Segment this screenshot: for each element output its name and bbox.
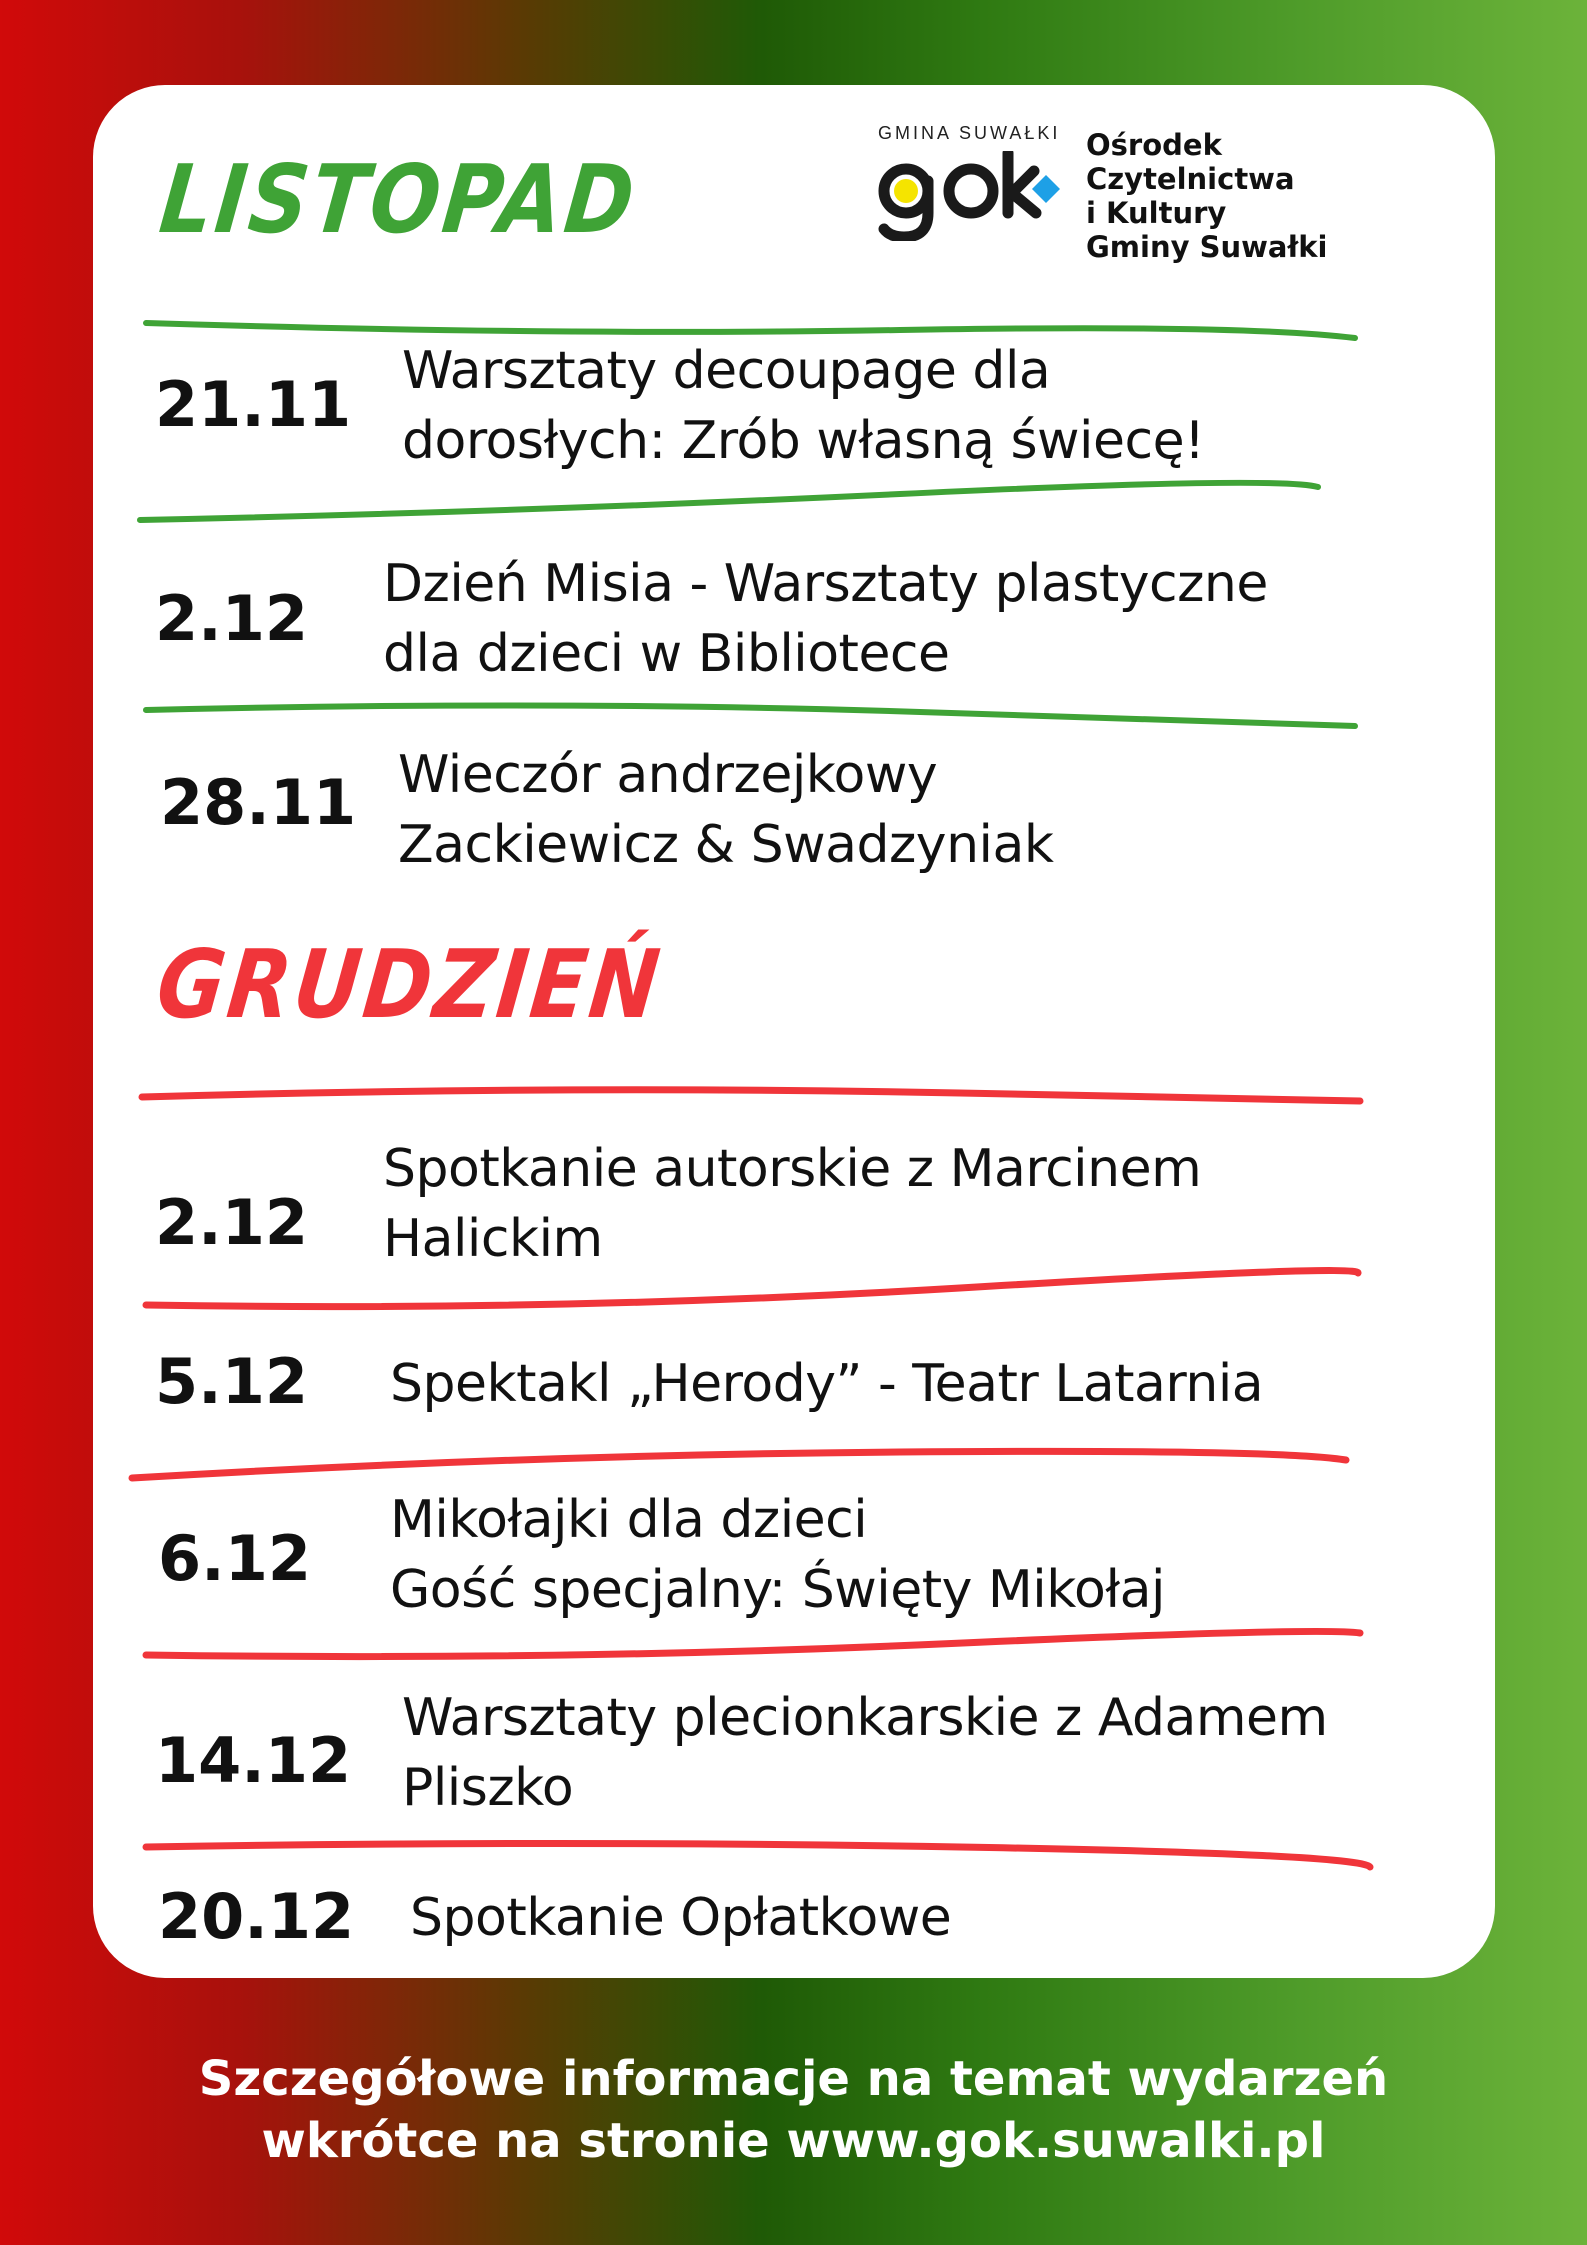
event-date: 2.12	[155, 582, 308, 655]
event-title: Spektakl „Herody” - Teatr Latarnia	[390, 1354, 1264, 1414]
logo-org-name: Ośrodek Czytelnictwa i Kultury Gminy Suwałki	[1086, 128, 1328, 264]
event-date: 14.12	[155, 1724, 352, 1797]
heading-listopad: LISTOPAD	[155, 145, 643, 255]
event-date: 5.12	[155, 1345, 308, 1418]
event-title: Spotkanie autorskie z Marcinem Halickim	[383, 1139, 1202, 1269]
event-title: Warsztaty plecionkarskie z Adamem Pliszko	[402, 1688, 1328, 1818]
event-date: 20.12	[158, 1880, 355, 1953]
footer-info	[0, 2048, 1587, 2172]
event-title: Mikołajki dla dzieci Gość specjalny: Święty Mikołaj	[390, 1490, 1165, 1620]
event-title: Dzień Misia - Warsztaty plastyczne dla dzieci w Bibliotece	[383, 554, 1268, 684]
heading-grudzien: GRUDZIEŃ	[152, 930, 668, 1040]
event-title: Wieczór andrzejkowy Zackiewicz & Swadzyniak	[398, 745, 1054, 875]
event-date: 28.11	[160, 766, 357, 839]
footer-line: Szczegółowe informacje na temat wydarzeń	[198, 2051, 1389, 2107]
event-date: 6.12	[158, 1522, 311, 1595]
event-title: Warsztaty decoupage dla dorosłych: Zrób własną świecę!	[402, 341, 1205, 471]
event-title: Spotkanie Opłatkowe	[410, 1888, 952, 1948]
logo-gmina-text: GMINA SUWAŁKI	[878, 123, 1061, 143]
footer-line: wkrótce na stronie www.gok.suwalki.pl	[261, 2113, 1326, 2169]
event-date: 21.11	[155, 368, 352, 441]
event-date: 2.12	[155, 1186, 308, 1259]
